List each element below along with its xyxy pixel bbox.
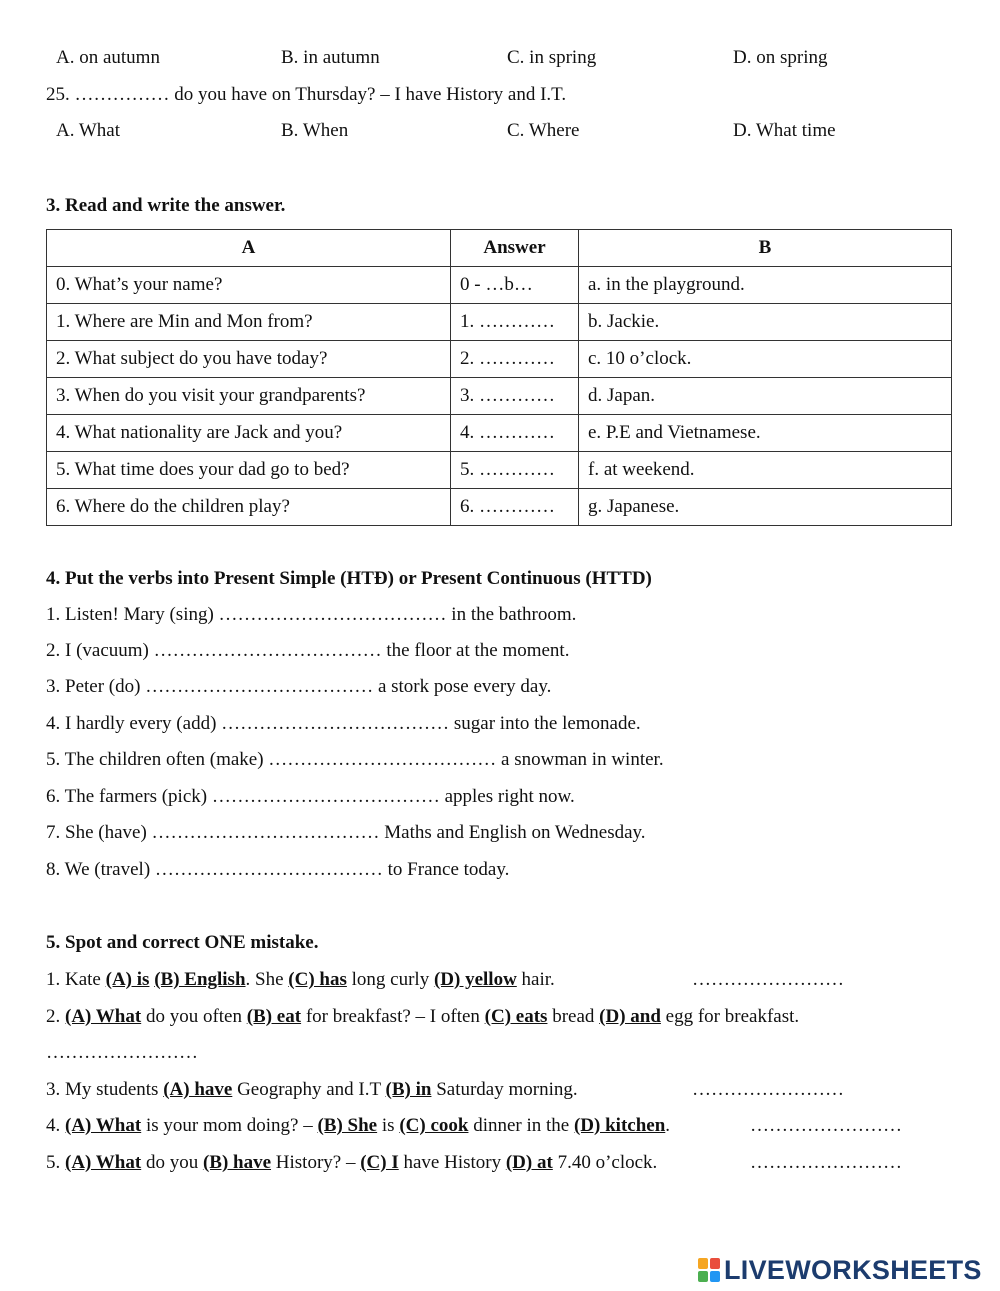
option-a-marker[interactable]: (A) is <box>105 969 150 990</box>
table-row <box>47 452 952 489</box>
verb-exercise-item[interactable]: 3. Peter (do) ……………………………… a stork pose every day. <box>46 676 552 697</box>
option-cell: a. in the playground. <box>579 267 952 304</box>
verb-exercise-item[interactable]: 2. I (vacuum) ……………………………… the floor at the moment. <box>46 640 570 661</box>
option-cell: f. at weekend. <box>579 452 952 489</box>
table-row <box>47 415 952 452</box>
q25-options <box>56 120 956 144</box>
verb-exercise-item[interactable]: 6. The farmers (pick) ……………………………… apples right now. <box>46 786 575 807</box>
sentence-text: Saturday morning. <box>431 1079 578 1100</box>
sentence-text: bread <box>547 1006 600 1027</box>
q25-option-c[interactable]: C. Where <box>507 120 580 141</box>
question-cell: 6. Where do the children play? <box>47 489 451 526</box>
q25-option-b[interactable]: B. When <box>281 120 349 141</box>
verb-exercise-item[interactable]: 7. She (have) ……………………………… Maths and English on Wednesday. <box>46 822 646 843</box>
option-a-marker[interactable]: (A) What <box>65 1152 142 1173</box>
section4-title: 4. Put the verbs into Present Simple (HTĐ) or Present Continuous (HTTD) <box>46 568 652 589</box>
question-cell: 3. When do you visit your grandparents? <box>47 378 451 415</box>
verb-exercise-item[interactable]: 1. Listen! Mary (sing) ……………………………… in the bathroom. <box>46 604 577 625</box>
sentence-text: do you <box>141 1152 203 1173</box>
option-c-marker[interactable]: (C) eats <box>484 1006 548 1027</box>
sentence-text: 5. <box>46 1152 65 1173</box>
sentence-text: Geography and I.T <box>232 1079 386 1100</box>
q24-option-a[interactable]: A. on autumn <box>56 47 160 68</box>
sentence-text: for breakfast? – I often <box>301 1006 485 1027</box>
option-a-marker[interactable]: (A) have <box>163 1079 233 1100</box>
sentence-text: . <box>665 1115 671 1136</box>
table-row <box>47 304 952 341</box>
question-cell: 2. What subject do you have today? <box>47 341 451 378</box>
question-cell: 1. Where are Min and Mon from? <box>47 304 451 341</box>
answer-blank[interactable]: 4. ………… <box>451 415 579 452</box>
question-cell: 4. What nationality are Jack and you? <box>47 415 451 452</box>
sentence-text: is <box>377 1115 400 1136</box>
sentence-text: History? – <box>271 1152 361 1173</box>
question-cell: 0. What’s your name? <box>47 267 451 304</box>
option-c-marker[interactable]: (C) cook <box>399 1115 469 1136</box>
answer-blank[interactable]: …………………… <box>692 1079 844 1100</box>
column-header-a: A <box>47 230 451 267</box>
sentence-text: 2. <box>46 1006 65 1027</box>
q25-option-d[interactable]: D. What time <box>733 120 836 141</box>
option-b-marker[interactable]: (B) She <box>317 1115 378 1136</box>
option-a-marker[interactable]: (A) What <box>65 1006 142 1027</box>
answer-blank[interactable]: …………………… <box>46 1042 198 1063</box>
sentence-text: dinner in the <box>468 1115 574 1136</box>
option-cell: d. Japan. <box>579 378 952 415</box>
option-b-marker[interactable]: (B) English <box>154 969 246 990</box>
verb-exercise-item[interactable]: 5. The children often (make) ……………………………… a snowman in winter. <box>46 749 664 770</box>
sentence-text: long curly <box>346 969 434 990</box>
answer-blank[interactable]: …………………… <box>750 1152 902 1173</box>
verb-exercise-item[interactable]: 8. We (travel) ……………………………… to France today. <box>46 859 510 880</box>
mistake-sentence-1 <box>46 969 555 991</box>
logo-square <box>710 1258 720 1269</box>
q25-option-a[interactable]: A. What <box>56 120 121 141</box>
option-c-marker[interactable]: (C) has <box>288 969 347 990</box>
mistake-sentence-2 <box>46 1006 799 1028</box>
liveworksheets-logo-icon <box>698 1258 720 1282</box>
mistake-sentence-5 <box>46 1152 657 1174</box>
answer-blank[interactable]: 5. ………… <box>451 452 579 489</box>
logo-square <box>698 1271 708 1282</box>
q24-option-b[interactable]: B. in autumn <box>281 47 380 68</box>
column-header-b: B <box>579 230 952 267</box>
table-row <box>47 341 952 378</box>
sentence-text: . She <box>245 969 289 990</box>
sentence-text: 1. Kate <box>46 969 106 990</box>
option-d-marker[interactable]: (D) kitchen <box>573 1115 666 1136</box>
option-b-marker[interactable]: (B) eat <box>246 1006 302 1027</box>
sentence-text: hair. <box>516 969 555 990</box>
logo-text: LIVEWORKSHEETS <box>724 1254 982 1285</box>
answer-blank[interactable]: …………………… <box>692 969 844 990</box>
option-cell: e. P.E and Vietnamese. <box>579 415 952 452</box>
q24-option-d[interactable]: D. on spring <box>733 47 828 68</box>
option-b-marker[interactable]: (B) have <box>202 1152 272 1173</box>
section3-title: 3. Read and write the answer. <box>46 195 286 216</box>
mistake-sentence-3 <box>46 1079 578 1101</box>
option-d-marker[interactable]: (D) at <box>505 1152 553 1173</box>
option-cell: b. Jackie. <box>579 304 952 341</box>
liveworksheets-logo[interactable] <box>698 1255 982 1285</box>
sentence-text: 4. <box>46 1115 65 1136</box>
sentence-text: 7.40 o’clock. <box>552 1152 658 1173</box>
answer-blank[interactable]: 3. ………… <box>451 378 579 415</box>
sentence-text: egg for breakfast. <box>660 1006 800 1027</box>
mistake-sentence-4 <box>46 1115 670 1137</box>
option-cell: g. Japanese. <box>579 489 952 526</box>
section5-title: 5. Spot and correct ONE mistake. <box>46 932 319 953</box>
logo-square <box>710 1271 720 1282</box>
q24-options <box>56 47 956 71</box>
option-d-marker[interactable]: (D) and <box>599 1006 661 1027</box>
sentence-text: have History <box>398 1152 506 1173</box>
table-row <box>47 378 952 415</box>
question-cell: 5. What time does your dad go to bed? <box>47 452 451 489</box>
q25-question: 25. …………… do you have on Thursday? – I have History and I.T. <box>46 84 567 105</box>
column-header-answer: Answer <box>451 230 579 267</box>
table-row <box>47 489 952 526</box>
sentence-text: do you often <box>141 1006 247 1027</box>
sentence-text: is your mom doing? – <box>141 1115 318 1136</box>
option-b-marker[interactable]: (B) in <box>385 1079 432 1100</box>
option-c-marker[interactable]: (C) I <box>360 1152 399 1173</box>
option-d-marker[interactable]: (D) yellow <box>433 969 517 990</box>
answer-blank[interactable]: 6. ………… <box>451 489 579 526</box>
answer-blank[interactable]: 2. ………… <box>451 341 579 378</box>
answer-blank[interactable]: 1. ………… <box>451 304 579 341</box>
verb-exercise-item[interactable]: 4. I hardly every (add) ……………………………… sugar into the lemonade. <box>46 713 641 734</box>
answer-cell: 0 - …b… <box>451 267 579 304</box>
q24-option-c[interactable]: C. in spring <box>507 47 597 68</box>
table-row <box>47 267 952 304</box>
option-a-marker[interactable]: (A) What <box>65 1115 142 1136</box>
logo-square <box>698 1258 708 1269</box>
matching-table <box>46 229 952 526</box>
option-cell: c. 10 o’clock. <box>579 341 952 378</box>
answer-blank[interactable]: …………………… <box>750 1115 902 1136</box>
table-header-row <box>47 230 952 267</box>
sentence-text: 3. My students <box>46 1079 164 1100</box>
